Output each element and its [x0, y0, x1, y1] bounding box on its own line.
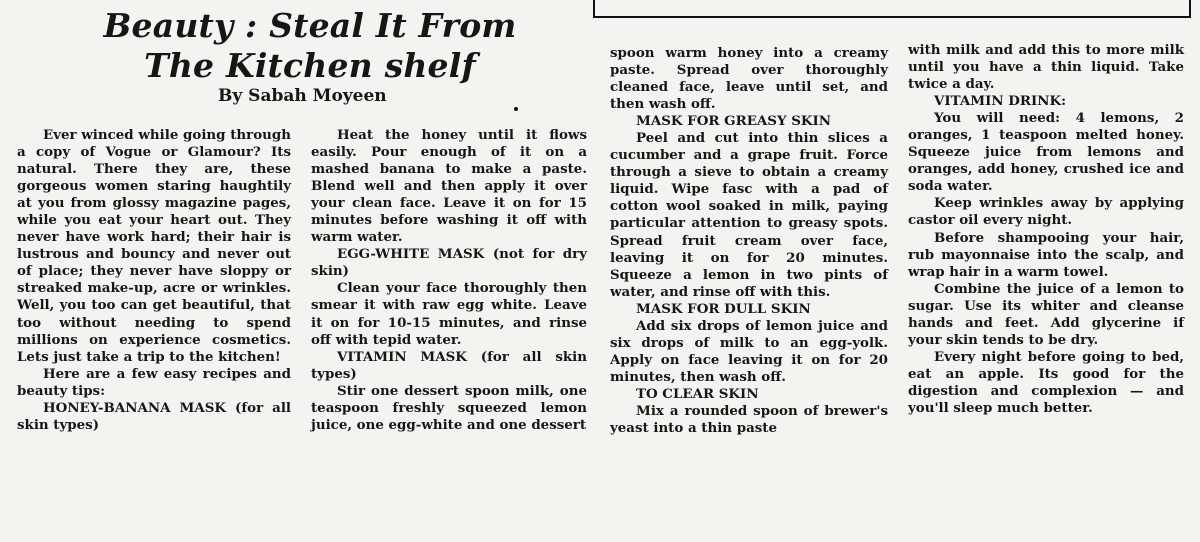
- article-column-2: [311, 127, 587, 434]
- article-paragraph: HONEY-BANANA MASK (for all skin types): [17, 399, 291, 433]
- article-paragraph: Clean your face thoroughly then smear it with raw egg white. Leave it on for 10-15 minutes, and rinse off with tepid water.: [311, 280, 587, 348]
- article-paragraph: Peel and cut into thin slices a cucumber and a grape fruit. Force through a sieve to obtain a creamy liquid. Wipe fasc with a pad of cotton wool soaked in milk, paying particular attention to greasy spots. Spread fruit cream over face, leaving it on for 20 minutes. Squeeze a lemon in two pints of water, and rinse off with this.: [610, 130, 888, 300]
- print-speck: [514, 107, 518, 111]
- article-column-3: [610, 45, 888, 437]
- article-paragraph: You will need: 4 lemons, 2 oranges, 1 teaspoon melted honey. Squeeze juice from lemons and oranges, add honey, crushed ice and soda water.: [908, 110, 1184, 195]
- article-paragraph: with milk and add this to more milk until you have a thin liquid. Take twice a day.: [908, 42, 1184, 93]
- article-paragraph: MASK FOR DULL SKIN: [636, 300, 811, 317]
- article-column-1: [17, 127, 291, 434]
- article-column-4: [908, 42, 1184, 417]
- article-paragraph: Heat the honey until it flows easily. Pour enough of it on a mashed banana to make a paste. Blend well and then apply it over your clean face. Leave it on for 15 minutes before washing it off with warm water.: [311, 127, 587, 246]
- article-paragraph: Before shampooing your hair, rub mayonnaise into the scalp, and wrap hair in a warm towel.: [908, 229, 1184, 280]
- article-paragraph: Mix a rounded spoon of brewer's yeast into a thin paste: [610, 402, 888, 437]
- article-paragraph: spoon warm honey into a creamy paste. Spread over thoroughly cleaned face, leave until set, and then wash off.: [610, 45, 888, 113]
- article-byline: By Sabah Moyeen: [218, 86, 387, 106]
- article-paragraph: Stir one dessert spoon milk, one teaspoon freshly squeezed lemon juice, one egg-white and one dessert: [311, 382, 587, 433]
- article-paragraph: VITAMIN DRINK:: [934, 93, 1067, 110]
- article-paragraph: MASK FOR GREASY SKIN: [636, 113, 832, 130]
- article-headline: [90, 6, 530, 86]
- article-paragraph: TO CLEAR SKIN: [636, 385, 759, 402]
- article-paragraph: Ever winced while going through a copy of Vogue or Glamour? Its natural. There they are, these gorgeous women staring haughtily at you from glossy magazine pages, while you eat your heart out. They never have work hard; their hair is lustrous and bouncy and never out of place; they never have sloppy or streaked make-up, acre or wrinkles. Well, you too can get beautiful, that too without needing to spend millions on experience cosmetics. Lets just take a trip to the kitchen!: [17, 127, 291, 365]
- headline-line-2: The Kitchen shelf: [144, 46, 476, 85]
- article-paragraph: Here are a few easy recipes and beauty tips:: [17, 365, 291, 399]
- article-paragraph: Keep wrinkles away by applying castor oil every night.: [908, 195, 1184, 229]
- article-paragraph: Add six drops of lemon juice and six drops of milk to an egg-yolk. Apply on face leaving it on for 20 minutes, then wash off.: [610, 317, 888, 385]
- article-paragraph: Combine the juice of a lemon to sugar. Use its whiter and cleanse hands and feet. Add glycerine if your skin tends to be dry.: [908, 280, 1184, 348]
- article-paragraph: EGG-WHITE MASK (not for dry skin): [311, 246, 587, 280]
- article-paragraph: Every night before going to bed, eat an apple. Its good for the digestion and complexion — and you'll sleep much better.: [908, 348, 1184, 416]
- headline-line-1: Beauty : Steal It From: [103, 6, 517, 45]
- article-paragraph: VITAMIN MASK (for all skin types): [311, 348, 587, 382]
- adjacent-article-box: [593, 0, 1191, 18]
